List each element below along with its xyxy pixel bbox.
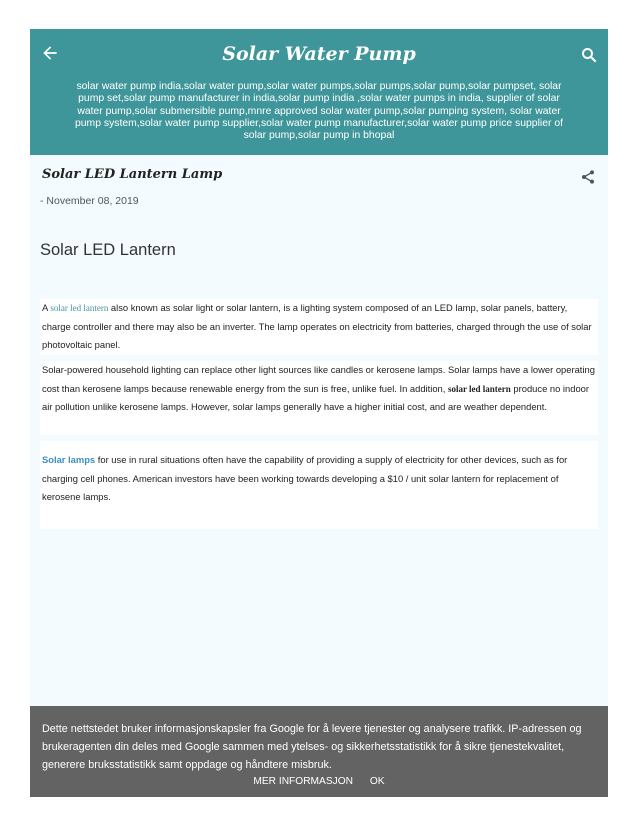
more-info-button[interactable]: MER INFORMASJON: [253, 776, 354, 787]
blog-header: [30, 29, 608, 155]
blog-description: solar water pump india,solar water pump,solar water pumps,solar pumps,solar pump,solar pumpset, solar pump set,solar pump manufacturer in india,solar pump india ,solar water pumps in india, supplier of solar water pump,solar submersible pump,mnre approved solar water pump,solar pumping system, solar water pump system,solar water pump supplier,solar water pump manufacturer,solar water pump price supplier of solar pump,solar pump in bhopal: [75, 81, 563, 142]
page-frame: [30, 29, 608, 797]
cookie-banner: [30, 706, 608, 797]
paragraph-text: Solar-powered household lighting can replace other light sources like candles or kerosene lamps. Solar lamps have a lower operating cost than kerosene lamps because renewable energy from the sun is free, unlike fuel. In addition,: [42, 364, 595, 394]
solar-led-lantern-bold: solar led lantern: [447, 383, 511, 394]
paragraph-2: [40, 361, 598, 435]
post-date: - November 08, 2019: [40, 195, 139, 207]
paragraph-1: [40, 299, 598, 355]
paragraph-text: for use in rural situations often have the capability of providing a supply of electricity for other devices, such as for charging cell phones. American investors have been working towards developing a $10 / unit solar lantern for replacement of kerosene lamps.: [42, 454, 568, 503]
paragraph-empty: [40, 513, 598, 529]
paragraph-text: produce no indoor air pollution unlike kerosene lamps. However, solar lamps generally have a higher initial cost, and are weather dependent.: [42, 382, 589, 413]
cookie-actions: [30, 776, 608, 787]
share-icon[interactable]: [580, 169, 596, 185]
paragraph-spacer: [40, 441, 598, 451]
cookie-text: Dette nettstedet bruker informasjonskapsler fra Google for å levere tjenester og analysere trafikk. IP-adressen og brukeragenten din deles med Google sammen med ytelses- og sikkerhetsstatistikk for å sikre tjenestekvalitet, generere bruksstatistikk samt oppdage og håndtere misbruk.: [42, 723, 582, 771]
search-icon[interactable]: [580, 46, 598, 64]
post-title[interactable]: Solar LED Lantern Lamp: [42, 167, 223, 182]
paragraph-text: A: [42, 302, 51, 313]
solar-led-lantern-link[interactable]: solar led lantern: [50, 303, 109, 313]
solar-lamps-link[interactable]: Solar lamps: [42, 454, 96, 465]
ok-button[interactable]: OK: [369, 776, 385, 787]
paragraph-text: also known as solar light or solar lantern, is a lighting system composed of an LED lamp, solar panels, battery, charge controller and there may also be an inverter. The lamp operates on electricity from batteries, charged through the use of solar photovoltaic panel.: [42, 302, 592, 351]
post-heading: Solar LED Lantern: [40, 241, 176, 259]
paragraph-3: [40, 451, 598, 513]
blog-title[interactable]: Solar Water Pump: [222, 43, 416, 65]
